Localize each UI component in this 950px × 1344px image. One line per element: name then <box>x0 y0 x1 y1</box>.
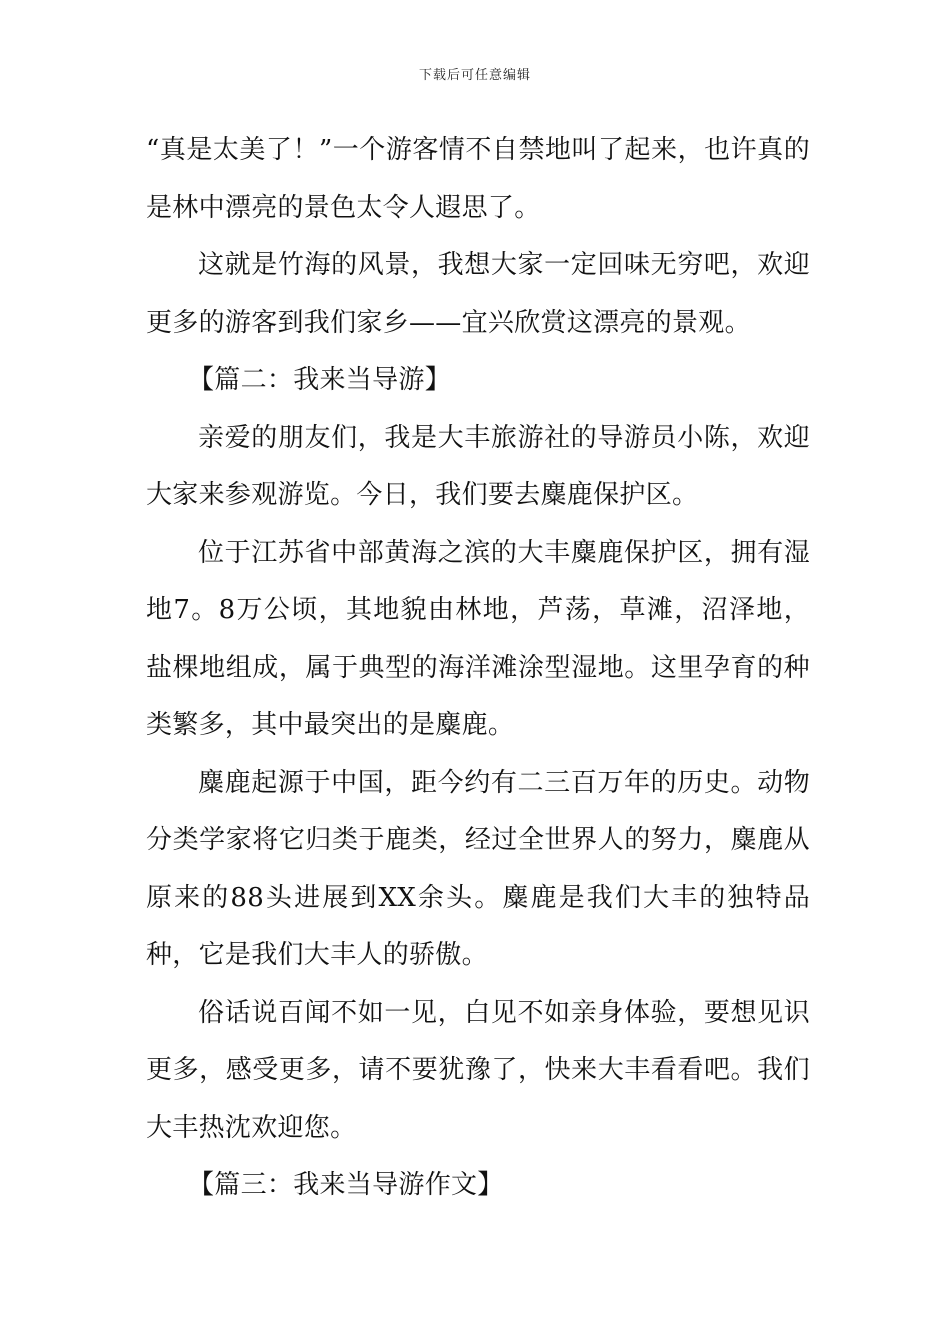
document-body <box>146 122 810 1215</box>
paragraph-elk-history: 麋鹿起源于中国，距今约有二三百万年的历史。动物分类学家将它归类于鹿类，经过全世界人的努力，麋鹿从原来的88头进展到XX余头。麋鹿是我们大丰的独特品种，它是我们大丰人的骄傲。 <box>146 767 810 970</box>
paragraph-continuation: “真是太美了！”一个游客情不自禁地叫了起来，也许真的是林中漂亮的景色太令人遐思了。 <box>146 135 810 223</box>
section-heading-part-three: 【篇三：我来当导游作文】 <box>188 1170 504 1200</box>
page-header: 下载后可任意编辑 <box>418 68 531 83</box>
paragraph-invitation: 俗话说百闻不如一见，白见不如亲身体验，要想见识更多，感受更多，请不要犹豫了，快来大丰看看吧。我们大丰热沈欢迎您。 <box>146 997 810 1143</box>
section-heading-part-two: 【篇二：我来当导游】 <box>188 365 452 395</box>
paragraph-greeting: 亲爱的朋友们，我是大丰旅游社的导游员小陈，欢迎大家来参观游览。今日，我们要去麋鹿保护区。 <box>146 422 810 510</box>
paragraph-reserve-description: 位于江苏省中部黄海之滨的大丰麋鹿保护区，拥有湿地7。8万公顷，其地貌由林地，芦荡，草滩，沼泽地，盐棵地组成，属于典型的海洋滩涂型湿地。这里孕育的种类繁多，其中最突出的是麋鹿。 <box>146 537 810 740</box>
paragraph-bamboo-sea-closing: 这就是竹海的风景，我想大家一定回味无穷吧，欢迎更多的游客到我们家乡——宜兴欣赏这漂亮的景观。 <box>146 250 810 338</box>
